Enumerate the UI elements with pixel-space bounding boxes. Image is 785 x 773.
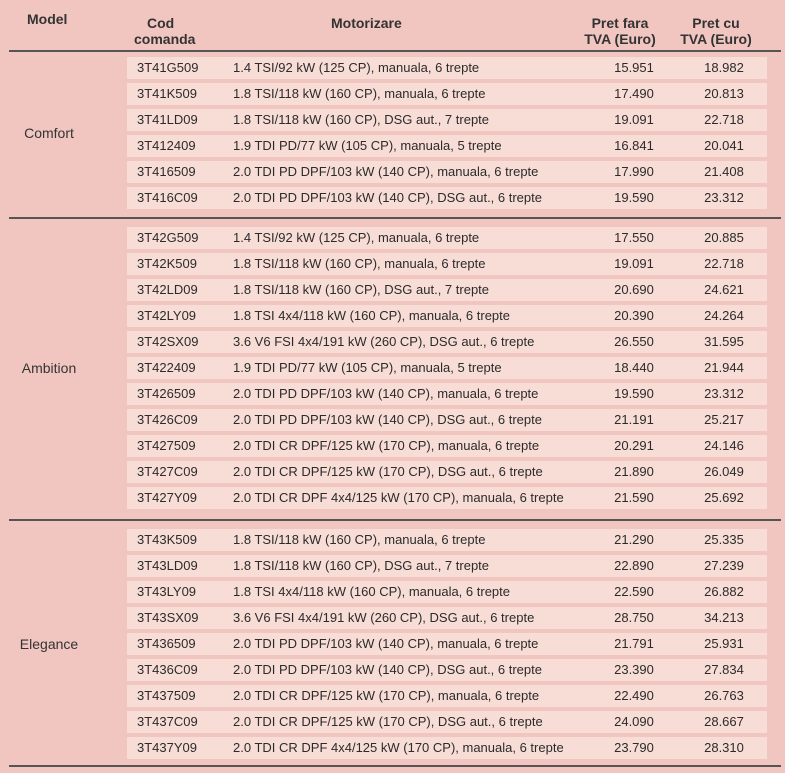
table-row <box>127 633 767 655</box>
price-net: 21.791 <box>614 636 654 651</box>
price-net: 21.590 <box>614 490 654 505</box>
header-price-gross-line1: Pret cu <box>692 15 740 31</box>
price-net: 22.490 <box>614 688 654 703</box>
table-row <box>127 555 767 577</box>
table-row <box>127 383 767 405</box>
engine-description: 1.4 TSI/92 kW (125 CP), manuala, 6 trepte <box>233 60 480 75</box>
order-code: 3T437509 <box>137 688 196 703</box>
table-row <box>127 435 767 457</box>
price-net: 26.550 <box>614 334 654 349</box>
header-price-gross-line2: TVA (Euro) <box>680 31 752 47</box>
engine-description: 2.0 TDI CR DPF 4x4/125 kW (170 CP), manuala, 6 trepte <box>233 490 564 505</box>
table-row <box>127 331 767 353</box>
price-net: 22.890 <box>614 558 654 573</box>
engine-description: 1.8 TSI/118 kW (160 CP), DSG aut., 7 trepte <box>233 558 490 573</box>
table-row <box>127 711 767 733</box>
price-gross: 20.041 <box>704 138 744 153</box>
price-gross: 25.335 <box>704 532 744 547</box>
model-label-elegance: Elegance <box>19 636 79 652</box>
price-net: 19.590 <box>614 386 654 401</box>
table-row <box>127 409 767 431</box>
price-gross: 26.882 <box>704 584 744 599</box>
price-net: 19.091 <box>614 256 654 271</box>
engine-description: 2.0 TDI CR DPF/125 kW (170 CP), DSG aut., 6 trepte <box>233 714 543 729</box>
table-row <box>127 357 767 379</box>
price-gross: 20.885 <box>704 230 744 245</box>
price-gross: 26.049 <box>704 464 744 479</box>
price-net: 20.690 <box>614 282 654 297</box>
price-gross: 23.312 <box>704 386 744 401</box>
order-code: 3T427509 <box>137 438 196 453</box>
engine-description: 2.0 TDI CR DPF/125 kW (170 CP), DSG aut., 6 trepte <box>233 464 543 479</box>
divider-ambition-elegance <box>9 519 781 521</box>
header-price-net-line1: Pret fara <box>591 15 649 31</box>
engine-description: 1.9 TDI PD/77 kW (105 CP), manuala, 5 trepte <box>233 138 502 153</box>
table-row <box>127 685 767 707</box>
table-row <box>127 487 767 509</box>
engine-description: 3.6 V6 FSI 4x4/191 kW (260 CP), DSG aut., 6 trepte <box>233 334 535 349</box>
order-code: 3T43SX09 <box>137 610 199 625</box>
engine-description: 2.0 TDI PD DPF/103 kW (140 CP), manuala, 6 trepte <box>233 636 539 651</box>
table-row <box>127 529 767 551</box>
engine-description: 2.0 TDI CR DPF 4x4/125 kW (170 CP), manuala, 6 trepte <box>233 740 564 755</box>
order-code: 3T416509 <box>137 164 196 179</box>
price-net: 17.550 <box>614 230 654 245</box>
table-row <box>127 109 767 131</box>
price-net: 20.390 <box>614 308 654 323</box>
engine-description: 2.0 TDI CR DPF/125 kW (170 CP), manuala, 6 trepte <box>233 438 540 453</box>
price-net: 23.790 <box>614 740 654 755</box>
price-gross: 18.982 <box>704 60 744 75</box>
model-label-ambition: Ambition <box>21 360 77 376</box>
engine-description: 1.8 TSI/118 kW (160 CP), manuala, 6 trepte <box>233 86 486 101</box>
engine-description: 2.0 TDI PD DPF/103 kW (140 CP), DSG aut., 6 trepte <box>233 190 542 205</box>
price-gross: 27.834 <box>704 662 744 677</box>
table-row <box>127 607 767 629</box>
price-net: 21.890 <box>614 464 654 479</box>
order-code: 3T422409 <box>137 360 196 375</box>
header-price-net <box>580 15 660 47</box>
table-row <box>127 83 767 105</box>
table-row <box>127 461 767 483</box>
price-gross: 25.931 <box>704 636 744 651</box>
table-row <box>127 135 767 157</box>
price-gross: 24.621 <box>704 282 744 297</box>
header-code-line1: Cod <box>147 15 175 31</box>
price-gross: 22.718 <box>704 256 744 271</box>
price-gross: 26.763 <box>704 688 744 703</box>
order-code: 3T43LY09 <box>137 584 197 599</box>
price-gross: 22.718 <box>704 112 744 127</box>
table-row <box>127 659 767 681</box>
engine-description: 1.8 TSI/118 kW (160 CP), DSG aut., 7 trepte <box>233 112 490 127</box>
price-gross: 24.264 <box>704 308 744 323</box>
engine-description: 2.0 TDI PD DPF/103 kW (140 CP), DSG aut., 6 trepte <box>233 662 542 677</box>
table-row <box>127 57 767 79</box>
order-code: 3T436509 <box>137 636 196 651</box>
price-gross: 28.310 <box>704 740 744 755</box>
price-gross: 25.217 <box>704 412 744 427</box>
price-gross: 24.146 <box>704 438 744 453</box>
price-gross: 21.408 <box>704 164 744 179</box>
price-net: 19.590 <box>614 190 654 205</box>
price-gross: 20.813 <box>704 86 744 101</box>
order-code: 3T41K509 <box>137 86 197 101</box>
price-gross: 34.213 <box>704 610 744 625</box>
header-engine: Motorizare <box>331 15 402 31</box>
order-code: 3T412409 <box>137 138 196 153</box>
price-gross: 25.692 <box>704 490 744 505</box>
engine-description: 1.8 TSI/118 kW (160 CP), manuala, 6 trepte <box>233 256 486 271</box>
order-code: 3T416C09 <box>137 190 198 205</box>
table-row <box>127 253 767 275</box>
engine-description: 1.8 TSI 4x4/118 kW (160 CP), manuala, 6 trepte <box>233 308 510 323</box>
price-net: 21.191 <box>614 412 654 427</box>
price-gross: 27.239 <box>704 558 744 573</box>
engine-description: 2.0 TDI PD DPF/103 kW (140 CP), DSG aut., 6 trepte <box>233 412 542 427</box>
price-gross: 21.944 <box>704 360 744 375</box>
order-code: 3T43LD09 <box>137 558 198 573</box>
order-code: 3T42G509 <box>137 230 199 245</box>
order-code: 3T42K509 <box>137 256 197 271</box>
table-row <box>127 305 767 327</box>
price-net: 24.090 <box>614 714 654 729</box>
table-row <box>127 737 767 759</box>
price-net: 22.590 <box>614 584 654 599</box>
engine-description: 2.0 TDI CR DPF/125 kW (170 CP), manuala, 6 trepte <box>233 688 540 703</box>
engine-description: 2.0 TDI PD DPF/103 kW (140 CP), manuala, 6 trepte <box>233 386 539 401</box>
table-row <box>127 279 767 301</box>
header-price-net-line2: TVA (Euro) <box>584 31 656 47</box>
engine-description: 2.0 TDI PD DPF/103 kW (140 CP), manuala, 6 trepte <box>233 164 539 179</box>
engine-description: 1.8 TSI/118 kW (160 CP), DSG aut., 7 trepte <box>233 282 490 297</box>
price-net: 15.951 <box>614 60 654 75</box>
order-code: 3T437Y09 <box>137 740 197 755</box>
header-code-line2: comanda <box>134 31 196 47</box>
order-code: 3T42LD09 <box>137 282 198 297</box>
header-code <box>134 15 195 47</box>
engine-description: 1.8 TSI/118 kW (160 CP), manuala, 6 trepte <box>233 532 486 547</box>
order-code: 3T427C09 <box>137 464 198 479</box>
order-code: 3T426C09 <box>137 412 198 427</box>
order-code: 3T436C09 <box>137 662 198 677</box>
price-net: 17.490 <box>614 86 654 101</box>
table-row <box>127 227 767 249</box>
price-net: 19.091 <box>614 112 654 127</box>
header-price-gross <box>676 15 756 47</box>
engine-description: 1.9 TDI PD/77 kW (105 CP), manuala, 5 trepte <box>233 360 502 375</box>
header-model: Model <box>27 11 68 27</box>
order-code: 3T42SX09 <box>137 334 199 349</box>
price-gross: 28.667 <box>704 714 744 729</box>
engine-description: 3.6 V6 FSI 4x4/191 kW (260 CP), DSG aut., 6 trepte <box>233 610 535 625</box>
order-code: 3T426509 <box>137 386 196 401</box>
table-row <box>127 187 767 209</box>
model-label-comfort: Comfort <box>24 125 74 141</box>
engine-description: 1.8 TSI 4x4/118 kW (160 CP), manuala, 6 trepte <box>233 584 510 599</box>
price-net: 21.290 <box>614 532 654 547</box>
price-net: 23.390 <box>614 662 654 677</box>
divider-bottom <box>9 765 781 767</box>
price-net: 16.841 <box>614 138 654 153</box>
price-gross: 31.595 <box>704 334 744 349</box>
price-net: 17.990 <box>614 164 654 179</box>
order-code: 3T437C09 <box>137 714 198 729</box>
engine-description: 1.4 TSI/92 kW (125 CP), manuala, 6 trepte <box>233 230 480 245</box>
order-code: 3T41G509 <box>137 60 199 75</box>
order-code: 3T41LD09 <box>137 112 198 127</box>
table-row <box>127 161 767 183</box>
price-net: 28.750 <box>614 610 654 625</box>
divider-header <box>9 50 781 52</box>
price-net: 18.440 <box>614 360 654 375</box>
table-header <box>0 0 785 52</box>
price-net: 20.291 <box>614 438 654 453</box>
order-code: 3T43K509 <box>137 532 197 547</box>
divider-comfort-ambition <box>9 217 781 219</box>
price-gross: 23.312 <box>704 190 744 205</box>
order-code: 3T427Y09 <box>137 490 197 505</box>
table-row <box>127 581 767 603</box>
order-code: 3T42LY09 <box>137 308 197 323</box>
